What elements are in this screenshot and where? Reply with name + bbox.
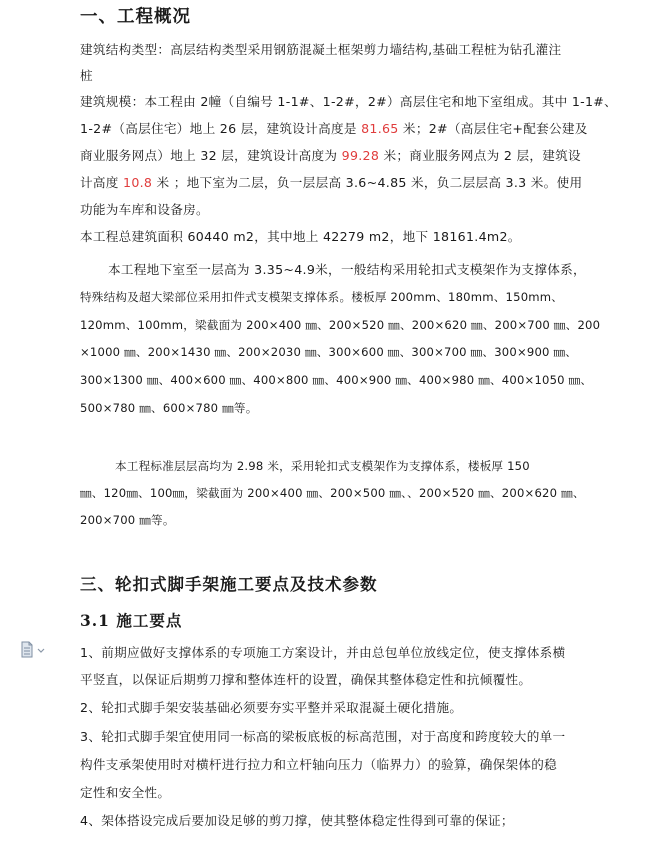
paragraph-line: 建筑结构类型：高层结构类型采用钢筋混凝土框架剪力墙结构,基础工程桩为钻孔灌注 [80, 42, 562, 57]
section-3-heading: 三、轮扣式脚手架施工要点及技术参数 [80, 575, 378, 594]
section-1-heading: 一、工程概况 [80, 7, 191, 27]
paragraph-line [80, 148, 581, 164]
paragraph-line: 特殊结构及超大梁部位采用扣件式支模架支撑体系。楼板厚 200mm、180mm、150mm、 [80, 290, 564, 304]
height-value-highlight: 10.8 [123, 175, 153, 190]
paragraph-line: 平竖直，以保证后期剪刀撑和整体连杆的设置，确保其整体稳定性和抗倾覆性。 [80, 672, 532, 687]
paragraph-line: 定性和安全性。 [80, 785, 171, 800]
paragraph-line: 本工程总建筑面积 60440 m2，其中地上 42279 m2，地下 18161.4m2。 [80, 229, 521, 244]
paragraph-line [80, 175, 582, 191]
text-run: 计高度 [80, 175, 123, 190]
paragraph-line: 本工程地下室至一层高为 3.35~4.9米，一般结构采用轮扣式支模架作为支撑体系， [108, 262, 586, 277]
height-value-highlight: 99.28 [341, 148, 380, 163]
paragraph-line: 2、轮扣式脚手架安装基础必须要夯实平整并采取混凝土硬化措施。 [80, 700, 463, 715]
paragraph-line: 本工程标准层层高均为 2.98 米，采用轮扣式支模架作为支撑体系，楼板厚 150 [115, 459, 530, 473]
paragraph-line: 桩 [80, 68, 93, 83]
paragraph-line: 300×1300 ㎜、400×600 ㎜、400×800 ㎜、400×900 ㎜、400×980 ㎜、400×1050 ㎜、 [80, 373, 593, 387]
height-value-highlight: 81.65 [361, 121, 399, 136]
text-run: 商业服务网点）地上 32 层，建筑设计高度为 [80, 148, 342, 163]
paragraph-line: 功能为车库和设备房。 [80, 202, 209, 217]
paragraph-line [80, 121, 588, 137]
paragraph-line: ㎜、120㎜、100㎜，梁截面为 200×400 ㎜、200×500 ㎜、、200×520 ㎜、200×620 ㎜、 [80, 486, 585, 500]
paragraph-line: 4、架体搭设完成后要加设足够的剪刀撑，使其整体稳定性得到可靠的保证； [80, 813, 514, 828]
document-icon[interactable] [20, 641, 50, 659]
text-run: 1-2#（高层住宅）地上 26 层，建筑设计高度是 [80, 121, 362, 136]
paragraph-line: ×1000 ㎜、200×1430 ㎜、200×2030 ㎜、300×600 ㎜、300×700 ㎜、300×900 ㎜、 [80, 345, 578, 359]
text-run: 米；2#（高层住宅+配套公建及 [398, 121, 588, 136]
subsection-heading: 3.1 施工要点 [80, 611, 183, 630]
paragraph-line: 120mm、100mm，梁截面为 200×400 ㎜、200×520 ㎜、200×620 ㎜、200×700 ㎜、200 [80, 318, 601, 332]
text-run: 米 ；地下室为二层，负一层层高 3.6~4.85 米，负二层层高 3.3 米。使用 [152, 175, 583, 190]
paragraph-line: 3、轮扣式脚手架宜使用同一标高的梁板底板的标高范围，对于高度和跨度较大的单一 [80, 729, 566, 744]
paragraph-line: 建筑规模：本工程由 2幢（自编号 1-1#、1-2#，2#）高层住宅和地下室组成。其中 1-1#、 [80, 94, 618, 109]
paragraph-line: 1、前期应做好支撑体系的专项施工方案设计，并由总包单位放线定位，使支撑体系横 [80, 645, 566, 660]
paragraph-line: 500×780 ㎜、600×780 ㎜等。 [80, 401, 258, 415]
paragraph-line: 构件支承架使用时对横杆进行拉力和立杆轴向压力（临界力）的验算，确保架体的稳 [80, 757, 558, 772]
text-run: 米；商业服务网点为 2 层，建筑设 [379, 148, 581, 163]
paragraph-line: 200×700 ㎜等。 [80, 513, 175, 527]
